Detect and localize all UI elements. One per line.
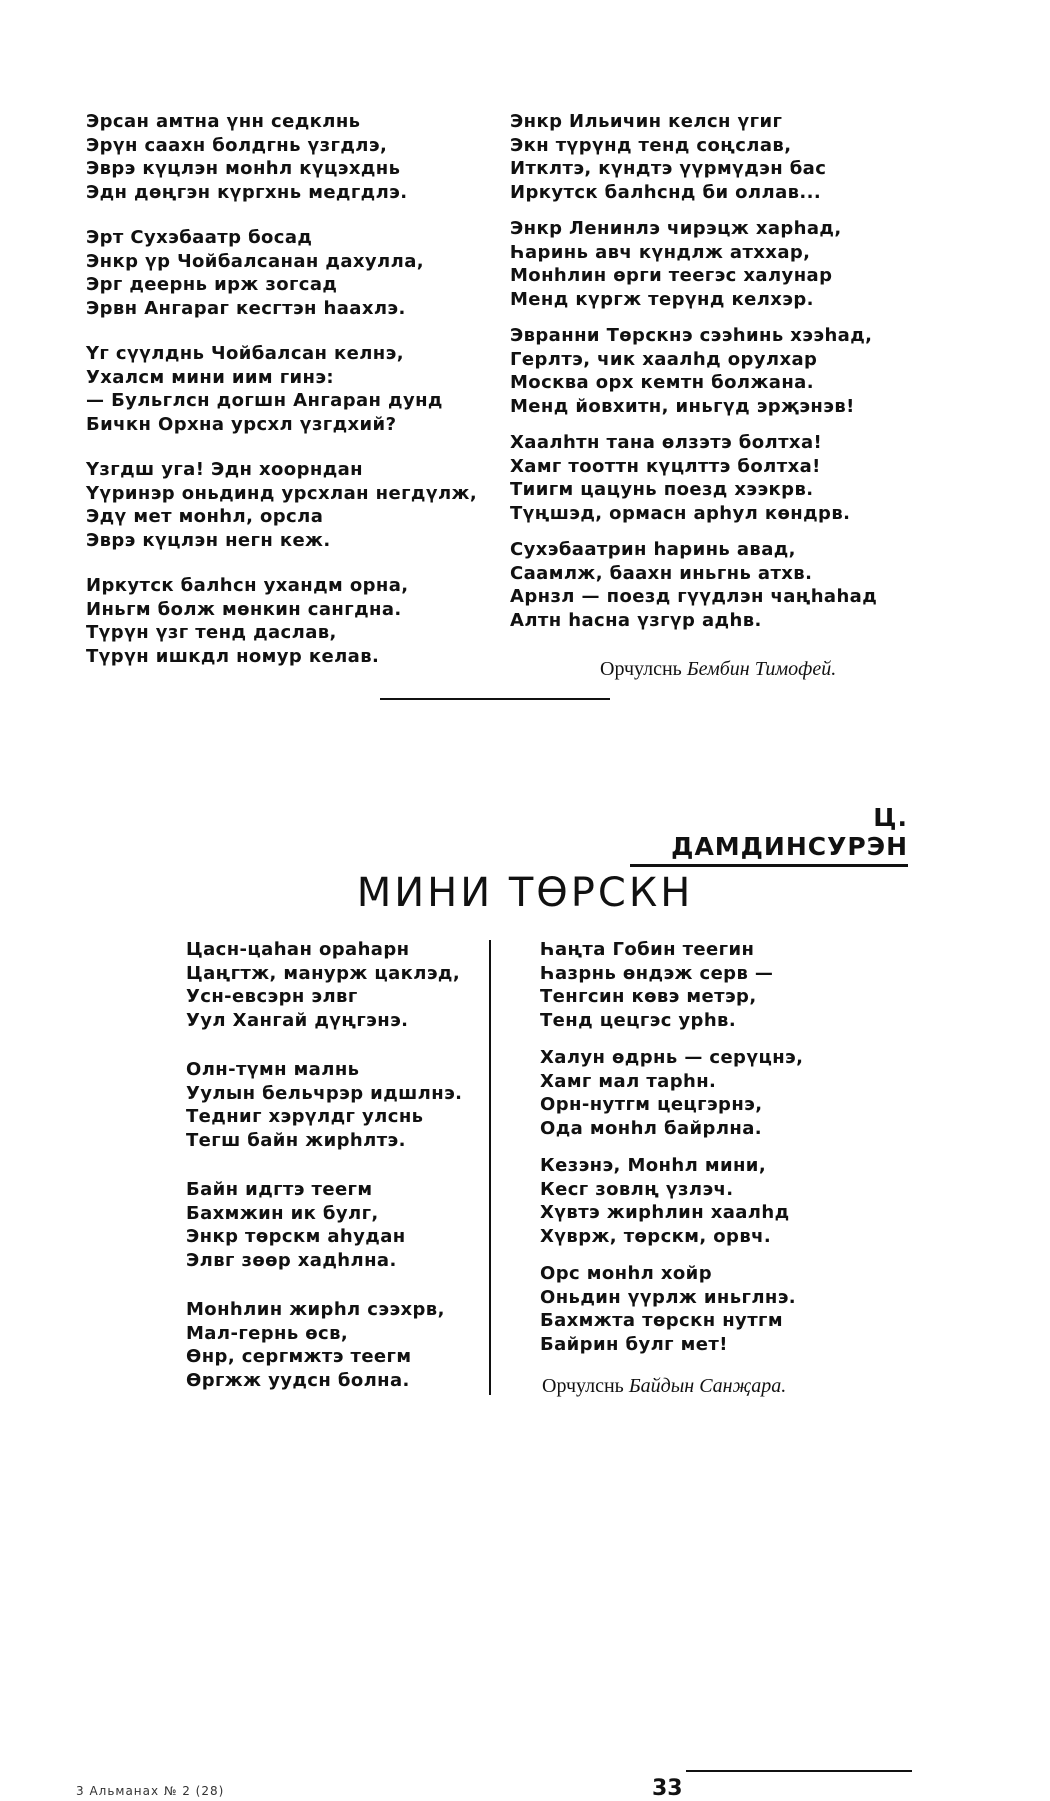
verse-line: Москва орх кемтн болжана. (510, 372, 814, 393)
verse-line: Энкр үр Чойбалсанан дахулла, (86, 250, 425, 272)
verse-line: Энкр Ленинлэ чирэцж харһад, (510, 218, 842, 239)
verse-line: Һаңта Гобин теегин (540, 939, 755, 960)
verse-line: Тиигм цацунь поезд хээкрв. (510, 479, 814, 500)
verse-line: Байрин булг мет! (540, 1333, 728, 1355)
verse-line: Уулын бельчрэр идшлнэ. (186, 1082, 463, 1104)
translator-label: Орчулснь (600, 658, 682, 680)
stanza (86, 110, 486, 204)
verse-line: Эрг деернь ирж зогсад (86, 274, 338, 295)
translator-name: Байдын Санҗара. (628, 1375, 787, 1397)
verse-line: Өнр, сергмжтэ теегм (186, 1346, 412, 1367)
verse-line: Хаалһтн тана өлзэтэ болтха! (510, 432, 823, 453)
verse-line: Хүврж, төрскм, орвч. (540, 1225, 772, 1247)
verse-line: Менд йовхитн, иньгүд эрҗэнэв! (510, 395, 855, 417)
verse-line: Кесг зовлң үзлэч. (540, 1178, 734, 1200)
verse-line: Мал-гернь өсв, (186, 1322, 349, 1344)
stanza (510, 217, 910, 311)
stanza (186, 938, 486, 1032)
author-name: Ц. ДАМДИНСУРЭН (630, 803, 908, 867)
verse-line: Эрүн саахн болдгнь үзгдлэ, (86, 134, 388, 156)
verse-line: Уул Хангай дүңгэнэ. (186, 1009, 409, 1031)
verse-line: Энкр Ильичин келсн үгиг (510, 111, 783, 132)
poem-right-column (540, 938, 880, 1370)
section-divider (380, 698, 610, 700)
stanza (510, 110, 910, 204)
verse-line: Саамлж, баахн иньгнь атхв. (510, 562, 813, 584)
translator-label: Орчулснь (542, 1375, 624, 1397)
verse-line: Үг сүүлднь Чойбалсан келнэ, (86, 343, 404, 364)
verse-line: Орн-нутгм цецгэрнэ, (540, 1094, 763, 1115)
verse-line: Иркутск балһсн ухандм орна, (86, 575, 409, 596)
poem-left-column (186, 938, 486, 1418)
verse-line: Өргжж уудсн болна. (186, 1369, 410, 1391)
verse-line: Эрт Сухэбаатр босад (86, 227, 313, 248)
verse-line: Бичкн Орхна урсхл үзгдхий? (86, 413, 397, 435)
verse-line: Тенд цецгэс урһв. (540, 1009, 737, 1031)
verse-line: Хамг мал тарһн. (540, 1070, 717, 1092)
verse-line: Орс монһл хойр (540, 1263, 712, 1284)
poem-title: МИНИ ТӨРСКН (356, 870, 694, 916)
verse-line: Иркутск балһснд би оллав... (510, 181, 822, 203)
translator-credit-top (600, 658, 836, 681)
verse-line: Оньдин үүрлж иньглнэ. (540, 1286, 797, 1308)
verse-line: Усн-евсэрн элвг (186, 986, 358, 1007)
verse-line: Байн идгтэ теегм (186, 1179, 373, 1200)
stanza (86, 574, 486, 668)
stanza (540, 1046, 880, 1140)
verse-line: Үүринэр оньдинд урсхлан негдүлж, (86, 482, 478, 504)
verse-line: Хүвтэ жирһлин хаалһд (540, 1202, 790, 1223)
top-left-poem (86, 110, 486, 690)
verse-line: Халун өдрнь — серүцнэ, (540, 1047, 804, 1068)
verse-line: Алтн һасна үзгүр адһв. (510, 609, 762, 631)
stanza (86, 458, 486, 552)
verse-line: Кезэнэ, Монһл мини, (540, 1155, 767, 1176)
verse-line: Итклтэ, күндтэ үүрмүдэн бас (510, 158, 827, 179)
stanza (510, 431, 910, 525)
verse-line: Монһлин өрги теегэс халунар (510, 265, 833, 286)
footer-signature: 3 Альманах № 2 (28) (76, 1784, 225, 1798)
stanza (510, 324, 910, 418)
verse-line: Тедниг хэрүлдг улснь (186, 1106, 424, 1127)
stanza (186, 1298, 486, 1392)
verse-line: Сухэбаатрин һаринь авад, (510, 539, 796, 560)
verse-line: Һаринь авч күндлж атххар, (510, 241, 811, 263)
verse-line: Арнзл — поезд гүүдлэн чаңһаһад (510, 586, 878, 607)
stanza (86, 226, 486, 320)
stanza (540, 1262, 880, 1356)
verse-line: Хамг тооттн күцлттэ болтха! (510, 455, 821, 477)
column-divider (489, 940, 491, 1395)
verse-line: Монһлин жирһл сээхрв, (186, 1299, 445, 1320)
verse-line: Түңшэд, ормасн арһул көндрв. (510, 502, 851, 524)
verse-line: Үзгдш уга! Эдн хоорндан (86, 459, 364, 480)
stanza (540, 1154, 880, 1248)
verse-line: Тегш байн жирһлтэ. (186, 1129, 406, 1151)
translator-credit-bottom (542, 1375, 786, 1398)
verse-line: Ода монһл байрлна. (540, 1117, 763, 1139)
verse-line: Эдн дөңгэн күргхнь медгдлэ. (86, 181, 408, 203)
verse-line: Эврэ күцлэн монһл күцэхднь (86, 158, 401, 179)
stanza (510, 538, 910, 632)
verse-line: Цаңгтж, манурж цаклэд, (186, 962, 461, 984)
verse-line: Эдү мет монһл, орсла (86, 506, 324, 527)
verse-line: Эрвн Ангараг кесгтэн һаахлэ. (86, 297, 406, 319)
verse-line: Эрсан амтна үнн седклнь (86, 111, 361, 132)
verse-line: Экн түрүнд тенд соңслав, (510, 134, 792, 156)
verse-line: Бахмжта төрскн нутгм (540, 1310, 783, 1331)
verse-line: Иньгм болж мөнкин сангдна. (86, 598, 402, 620)
verse-line: Энкр төрскм аһудан (186, 1226, 406, 1247)
verse-line: Бахмжин ик булг, (186, 1202, 379, 1224)
stanza (540, 938, 880, 1032)
footer-rule (686, 1770, 912, 1772)
verse-line: Түрүн ишкдл номур келав. (86, 645, 380, 667)
stanza (86, 342, 486, 436)
verse-line: — Бульглсн догшн Ангаран дунд (86, 390, 443, 411)
verse-line: Эврэ күцлэн негн кеж. (86, 529, 331, 551)
verse-line: Менд күргж терүнд келхэр. (510, 288, 814, 310)
verse-line: Эвранни Төрскнэ сээһинь хээһад, (510, 325, 873, 346)
verse-line: Олн-түмн малнь (186, 1059, 360, 1080)
verse-line: Һазрнь өндэж серв — (540, 962, 774, 984)
verse-line: Герлтэ, чик хаалһд орулхар (510, 348, 818, 370)
verse-line: Цасн-цаһан ораһарн (186, 939, 410, 960)
translator-name: Бембин Тимофей. (686, 658, 837, 680)
verse-line: Тенгсин көвэ метэр, (540, 986, 757, 1007)
verse-line: Түрүн үзг тенд даслав, (86, 622, 337, 643)
page-number: 33 (652, 1776, 683, 1801)
stanza (186, 1178, 486, 1272)
top-right-poem (510, 110, 910, 645)
verse-line: Ухалсм мини иим гинэ: (86, 366, 335, 388)
stanza (186, 1058, 486, 1152)
verse-line: Элвг зөөр хадһлна. (186, 1249, 397, 1271)
